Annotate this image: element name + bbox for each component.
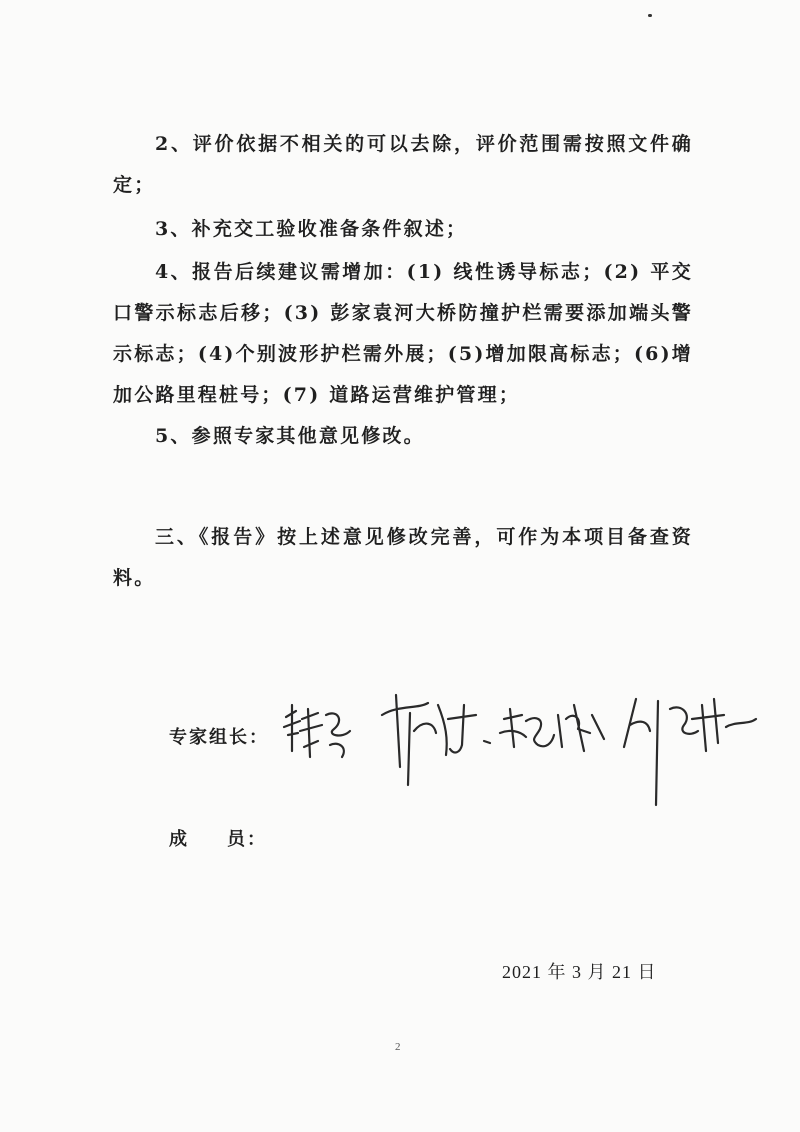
item-5-text: 5、参照专家其他意见修改。 [155,425,425,447]
conclusion-text: 三、《报告》按上述意见修改完善，可作为本项目备查资料。 [113,526,693,589]
document-date: 2021 年 3 月 21 日 [502,962,657,982]
member-label [169,825,267,851]
member-label-second: 员： [227,829,267,850]
item-4-text: 4、报告后续建议需增加：(1) 线性诱导标志；(2) 平交口警示标志后移；(3) 彭家袁河大桥防撞护栏需要添加端头警示标志；(4)个别波形护栏需外展；(5)增加限高标志；(6)增加公路里程桩号；(7) 道路运营维护管理； [113,261,693,406]
item-2-text: 2、评价依据不相关的可以去除，评价范围需按照文件确定； [113,133,693,196]
scan-speck [648,14,652,17]
handwritten-signatures [278,675,778,815]
page-number: 2 [395,1041,401,1053]
item-3-text: 3、补充交工验收准备条件叙述； [155,218,468,240]
member-label-first: 成 [169,829,189,850]
expert-leader-label: 专家组长： [169,727,269,748]
